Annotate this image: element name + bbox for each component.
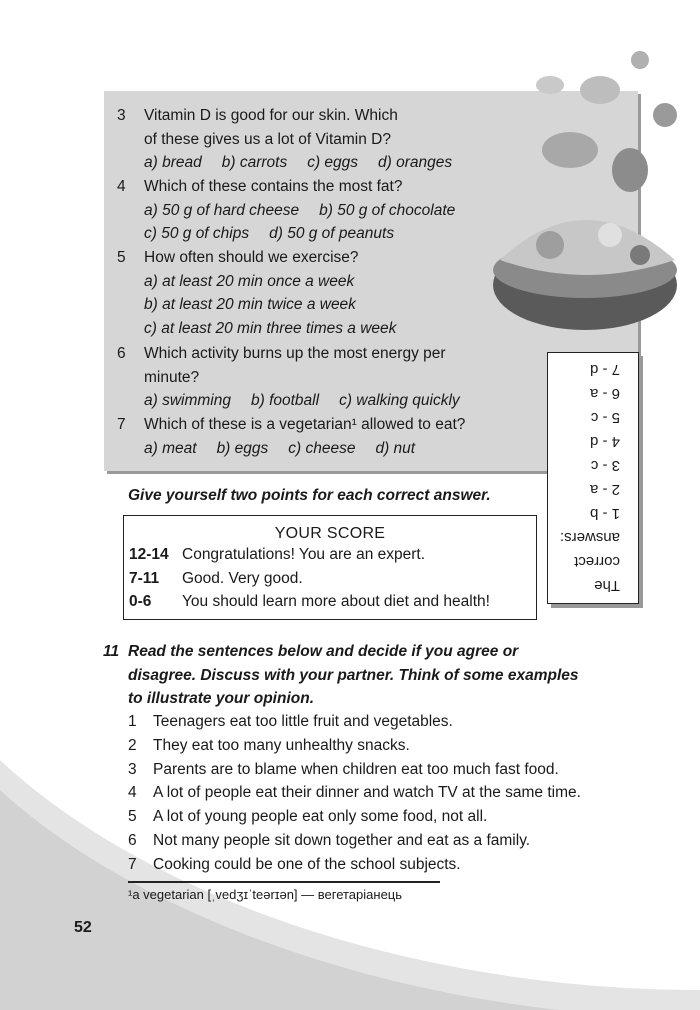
- answer-options: [117, 389, 480, 413]
- task-11: [103, 640, 579, 711]
- option: d) nut: [375, 439, 416, 457]
- option: c) walking quickly: [339, 392, 460, 410]
- question-text: How often should we exercise?: [144, 249, 359, 266]
- question-number: 6: [117, 345, 126, 362]
- score-row: [124, 543, 536, 567]
- answer-options: [117, 199, 475, 223]
- upside-down-answers: [548, 353, 638, 603]
- answers-title: answers:: [559, 529, 620, 546]
- score-row: [124, 590, 536, 614]
- answer-item: 6 - a: [589, 385, 620, 402]
- question-3: [117, 104, 472, 175]
- answer-item: 3 - c: [590, 457, 620, 474]
- item-text: Not many people sit down together and eat as a family.: [153, 831, 531, 849]
- item-number: 1: [128, 713, 137, 730]
- page-number: 52: [74, 919, 92, 936]
- answer-item: 7 - d: [589, 361, 620, 378]
- question-6: [117, 342, 480, 413]
- answer-options: [117, 222, 475, 246]
- question-number: 7: [117, 416, 126, 433]
- list-item: [128, 758, 581, 782]
- option: d) 50 g of peanuts: [269, 225, 395, 243]
- question-4: [117, 175, 475, 246]
- answer-item: 1 - b: [589, 505, 620, 522]
- correct-answers-box: [547, 352, 639, 604]
- question-text: of these gives us a lot of Vitamin D?: [144, 130, 391, 148]
- score-range: 7-11: [129, 569, 160, 587]
- salad-bowl-image: [490, 30, 700, 360]
- score-text: You should learn more about diet and health!: [182, 593, 490, 610]
- answer-item: 4 - d: [589, 433, 620, 450]
- question-text: Which activity burns up the most energy per: [144, 345, 446, 362]
- task-number: 11: [103, 643, 120, 660]
- item-number: 5: [128, 808, 137, 826]
- score-range: 0-6: [129, 593, 152, 610]
- statement-list: [128, 710, 581, 877]
- scoring-instruction: Give yourself two points for each correct answer.: [128, 487, 491, 504]
- item-text: Teenagers eat too little fruit and vegetables.: [153, 713, 453, 730]
- answer-options: [117, 437, 465, 461]
- list-item: [128, 805, 581, 829]
- score-range: 12-14: [129, 546, 169, 563]
- option: b) 50 g of chocolate: [319, 201, 456, 219]
- question-text: Which of these contains the most fat?: [144, 178, 403, 195]
- item-number: 2: [128, 736, 137, 754]
- option: c) cheese: [288, 439, 356, 457]
- item-number: 4: [128, 784, 137, 802]
- option: a) bread: [144, 154, 202, 172]
- item-text: A lot of young people eat only some food, not all.: [153, 808, 488, 826]
- score-text: Congratulations! You are an expert.: [182, 546, 426, 563]
- answer-item: 2 - a: [589, 481, 620, 498]
- question-number: 5: [117, 249, 126, 266]
- list-item: [128, 781, 581, 805]
- item-text: They eat too many unhealthy snacks.: [153, 736, 410, 754]
- question-7: [117, 413, 465, 460]
- task-text: Read the sentences below and decide if you agree or: [128, 643, 519, 660]
- item-number: 3: [128, 760, 137, 778]
- footnote-divider: [128, 881, 440, 883]
- item-text: A lot of people eat their dinner and watch TV at the same time.: [153, 784, 581, 802]
- option: b) eggs: [216, 439, 269, 457]
- option: a) at least 20 min once a week: [144, 272, 355, 290]
- item-number: 7: [128, 855, 137, 873]
- answer-options: [117, 151, 472, 175]
- option: a) meat: [144, 439, 197, 457]
- task-text: disagree. Discuss with your partner. Think of some examples: [128, 666, 579, 684]
- list-item: [128, 829, 581, 853]
- question-number: 3: [117, 107, 126, 124]
- list-item: [128, 710, 581, 734]
- item-number: 6: [128, 831, 137, 849]
- score-box: [123, 515, 537, 620]
- option: b) at least 20 min twice a week: [144, 296, 356, 314]
- footnote: ¹a vegetarian [ˌvedʒɪˈteərɪən] — вегетаріанець: [128, 887, 403, 902]
- question-text: Which of these is a vegetarian¹ allowed to eat?: [144, 416, 466, 433]
- option: b) carrots: [221, 154, 288, 172]
- question-number: 4: [117, 178, 126, 195]
- option: d) oranges: [378, 154, 453, 172]
- option: c) 50 g of chips: [144, 225, 250, 243]
- option: a) 50 g of hard cheese: [144, 201, 300, 219]
- item-text: Parents are to blame when children eat too much fast food.: [153, 760, 559, 778]
- score-row: [124, 567, 536, 591]
- option: c) at least 20 min three times a week: [144, 319, 397, 337]
- list-item: [128, 734, 581, 758]
- task-text: to illustrate your opinion.: [128, 690, 314, 707]
- question-text: minute?: [144, 368, 200, 386]
- list-item: [128, 853, 581, 877]
- option: b) football: [250, 392, 320, 410]
- answers-title: correct: [574, 553, 620, 570]
- score-heading: YOUR SCORE: [274, 525, 386, 542]
- option: c) eggs: [307, 154, 359, 172]
- option: a) swimming: [144, 392, 231, 410]
- question-5: [117, 246, 396, 340]
- item-text: Cooking could be one of the school subjects.: [153, 855, 461, 873]
- score-text: Good. Very good.: [182, 569, 303, 587]
- answer-item: 5 - c: [590, 409, 620, 426]
- question-text: Vitamin D is good for our skin. Which: [144, 107, 398, 124]
- answers-title: The: [594, 577, 620, 594]
